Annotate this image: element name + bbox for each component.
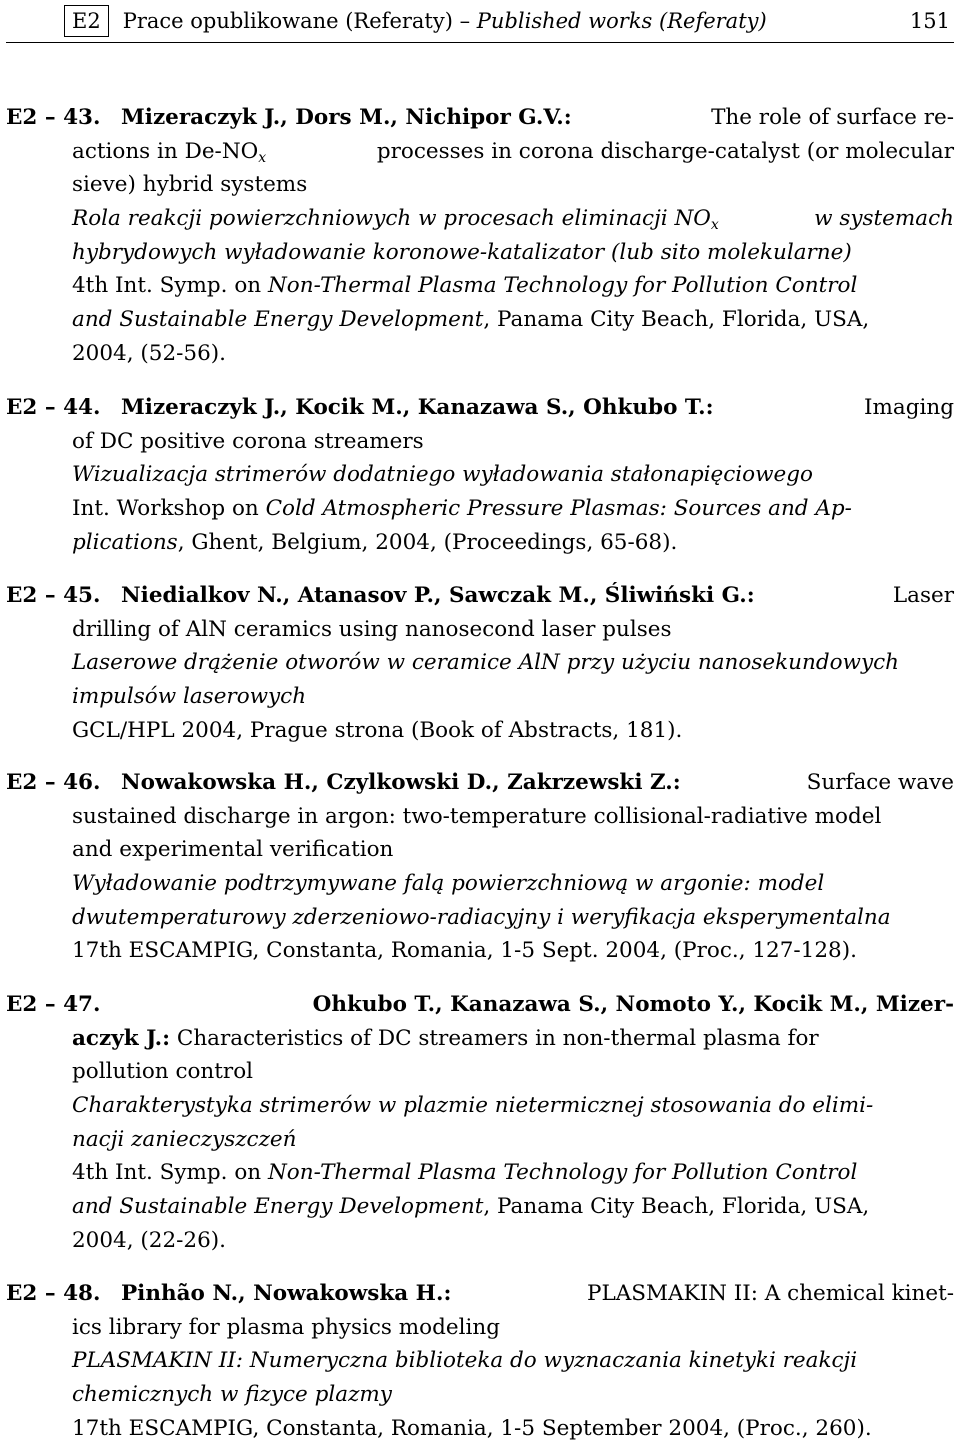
entry-venue: 17th ESCAMPIG, Constanta, Romania, 1-5 September 2004, (Proc., 260).	[72, 1415, 872, 1441]
entry-venue: Int. Workshop on Cold Atmospheric Pressure Plasmas: Sources and Ap-	[72, 496, 852, 522]
entry-title-en: Laser	[892, 583, 954, 608]
entry-venue: 4th Int. Symp. on Non-Thermal Plasma Technology for Pollution Control	[72, 1160, 858, 1186]
bibliography-entry: E2 – 45. Niedialkov N., Atanasov P., Sawczak M., Śliwiński G.: Laser drilling of AlN ceramics using nanosecond laser pulses Laserowe drążenie otworów w ceramice AlN przy użyciu nanosekundowych impulsów laserowych GCL/HPL 2004, Prague strona (Book of Abstracts, 181).	[6, 579, 954, 747]
entry-title-en: The role of surface re-	[711, 105, 954, 130]
header-title: Prace opublikowane (Referaty) – Published works (Referaty)	[122, 9, 767, 33]
entry-title-pl: Wizualizacja strimerów dodatniego wyładowania stałonapięciowego	[72, 462, 813, 488]
entry-id: E2 – 44.	[6, 395, 101, 420]
entry-title-en: Characteristics of DC streamers in non-thermal plasma for	[176, 1025, 819, 1051]
bibliography-entry: E2 – 46. Nowakowska H., Czylkowski D., Zakrzewski Z.: Surface wave sustained discharge in argon: two-temperature collisional-radiative model and experimental verification Wyładowanie podtrzymywane falą powierzchniową w argonie: model dwutemperaturowy zderzeniowo-radiacyjny i weryfikacja eksperymentalna 17th ESCAMPIG, Constanta, Romania, 1-5 Sept. 2004, (Proc., 127-128).	[6, 766, 954, 968]
entry-title-pl: Laserowe drążenie otworów w ceramice AlN przy użyciu nanosekundowych	[72, 650, 899, 676]
section-label: E2	[64, 5, 109, 37]
bibliography-entry: E2 – 47. Ohkubo T., Kanazawa S., Nomoto Y., Kocik M., Mizer- aczyk J.: Characteristics of DC streamers in non-thermal plasma for pollution control Charakterystyka strimerów w plazmie nietermicznej stosowania do elimi- nacji zanieczyszczeń 4th Int. Symp. on Non-Thermal Plasma Technology for Pollution Control and Sustainable Energy Development, Panama City Beach, Florida, USA, 2004, (22-26).	[6, 988, 954, 1258]
entry-authors: Niedialkov N., Atanasov P., Sawczak M., Śliwiński G.:	[121, 583, 755, 608]
entry-id: E2 – 48.	[6, 1281, 101, 1306]
entry-venue: 17th ESCAMPIG, Constanta, Romania, 1-5 Sept. 2004, (Proc., 127-128).	[72, 938, 857, 964]
bibliography-entry: E2 – 44. Mizeraczyk J., Kocik M., Kanazawa S., Ohkubo T.: Imaging of DC positive corona streamers Wizualizacja strimerów dodatniego wyładowania stałonapięciowego Int. Workshop on Cold Atmospheric Pressure Plasmas: Sources and Ap- plications, Ghent, Belgium, 2004, (Proceedings, 65-68).	[6, 391, 954, 559]
entry-id: E2 – 43.	[6, 105, 101, 130]
bibliography-entry: E2 – 48. Pinhão N., Nowakowska H.: PLASMAKIN II: A chemical kinet- ics library for plasma physics modeling PLASMAKIN II: Numeryczna biblioteka do wyznaczania kinetyki reakcji chemicznych w fizyce plazmy 17th ESCAMPIG, Constanta, Romania, 1-5 September 2004, (Proc., 260).	[6, 1277, 954, 1445]
entry-id: E2 – 47.	[6, 992, 101, 1017]
entry-title-pl: Charakterystyka strimerów w plazmie nietermicznej stosowania do elimi-	[72, 1093, 874, 1119]
entry-authors: Ohkubo T., Kanazawa S., Nomoto Y., Kocik M., Mizer-	[312, 992, 954, 1017]
entry-title-en: Imaging	[864, 395, 954, 420]
entry-venue: 4th Int. Symp. on Non-Thermal Plasma Technology for Pollution Control	[72, 273, 858, 299]
entry-authors: Mizeraczyk J., Dors M., Nichipor G.V.:	[121, 105, 572, 130]
entry-id: E2 – 45.	[6, 583, 101, 608]
entry-title-en: Surface wave	[806, 770, 954, 795]
entry-authors: Mizeraczyk J., Kocik M., Kanazawa S., Ohkubo T.:	[121, 395, 714, 420]
entry-title-pl: PLASMAKIN II: Numeryczna biblioteka do wyznaczania kinetyki reakcji	[72, 1348, 858, 1374]
entry-title-pl: Wyładowanie podtrzymywane falą powierzchniową w argonie: model	[72, 871, 825, 897]
entry-authors: Nowakowska H., Czylkowski D., Zakrzewski Z.:	[121, 770, 681, 795]
entry-title-en: PLASMAKIN II: A chemical kinet-	[587, 1281, 954, 1306]
running-header	[6, 2, 954, 43]
entry-authors: Pinhão N., Nowakowska H.:	[121, 1281, 452, 1306]
entry-title-pl: Rola reakcji powierzchniowych w procesach eliminacji $NO_x$ w systemach	[72, 206, 954, 234]
page-number: 151	[909, 9, 950, 33]
entry-id: E2 – 46.	[6, 770, 101, 795]
bibliography-entry: E2 – 43. Mizeraczyk J., Dors M., Nichipor G.V.: The role of surface re- actions in $De-NO_x$ processes in corona discharge-catalyst (or molecular sieve) hybrid systems Rola reakcji powierzchniowych w procesach eliminacji $NO_x$ w systemach hybrydowych wyładowanie koronowe-katalizator (lub sito molekularne) 4th Int. Symp. on Non-Thermal Plasma Technology for Pollution Control and Sustainable Energy Development, Panama City Beach, Florida, USA, 2004, (52-56).	[6, 101, 954, 371]
entry-venue: GCL/HPL 2004, Prague strona (Book of Abstracts, 181).	[72, 717, 683, 743]
